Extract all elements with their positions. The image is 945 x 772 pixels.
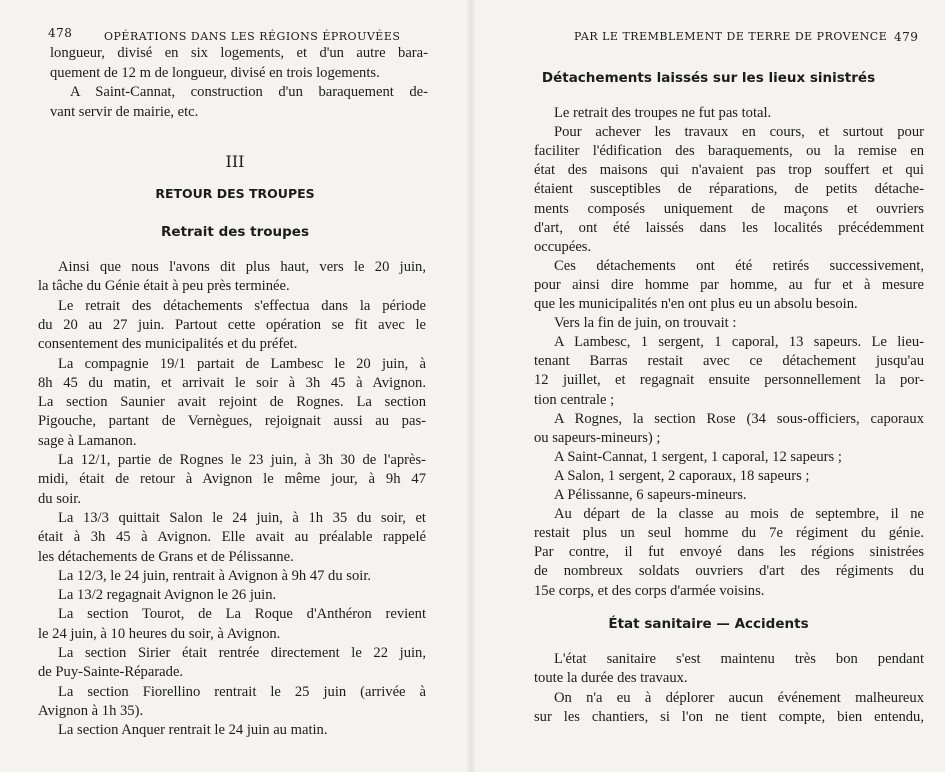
text-line: Vers la fin de juin, on trouvait :: [554, 315, 737, 332]
text-line: toute la durée des travaux.: [534, 670, 688, 687]
text-line: de Puy-Sainte-Réparade.: [38, 664, 184, 681]
text-line: A Saint-Cannat, 1 sergent, 1 caporal, 12 sapeurs ;: [554, 448, 842, 465]
text-line: On n'a eu à déplorer aucun événement malheureux: [554, 689, 924, 706]
text-line: La 12/3, le 24 juin, rentrait à Avignon à 9h 47 du soir.: [58, 567, 372, 584]
running-head: PAR LE TREMBLEMENT DE TERRE DE PROVENCE: [574, 30, 888, 43]
text-line: du 20 au 27 juin. Partout cette opération se fit avec le: [38, 316, 426, 333]
text-line: que les municipalités n'en ont plus eu un absolu besoin.: [534, 296, 858, 312]
running-head: OPÉRATIONS DANS LES RÉGIONS ÉPROUVÉES: [104, 30, 401, 43]
text-line: La 12/1, partie de Rognes le 23 juin, à 3h 30 de l'après-: [58, 452, 426, 468]
text-line: était à 3h 45 à Avignon. Elle avait au préalable rappelé: [38, 529, 426, 546]
page-number: 479: [894, 30, 919, 44]
text-line: quement de 12 m de longueur, divisé en trois logements.: [50, 64, 380, 81]
text-line: La 13/2 regagnait Avignon le 26 juin.: [58, 587, 277, 604]
text-line: La section Anquer rentrait le 24 juin au matin.: [58, 722, 328, 739]
text-line: de nombreux soldats ouvriers d'art des régiments du: [534, 563, 924, 580]
text-line: le 24 juin, à 10 heures du soir, à Avignon.: [38, 625, 281, 642]
text-line: sage à Lamanon.: [38, 432, 137, 449]
text-line: A Rognes, la section Rose (34 sous-officiers, caporaux: [554, 410, 924, 427]
text-line: état des maisons qui n'avaient pas trop souffert et qui: [534, 162, 924, 179]
text-line: A Pélissanne, 6 sapeurs-mineurs.: [554, 487, 747, 503]
text-line: d'art, ont été laissés dans les localités précédemment: [534, 219, 924, 236]
text-line: A Salon, 1 sergent, 2 caporaux, 18 sapeurs ;: [554, 467, 810, 484]
text-line: Ces détachements ont été retirés successivement,: [554, 257, 924, 274]
subsection-title: État sanitaire — Accidents: [608, 616, 809, 632]
text-line: Ainsi que nous l'avons dit plus haut, vers le 20 juin,: [58, 259, 426, 275]
subsection-title: Détachements laissés sur les lieux sinistrés: [541, 70, 876, 86]
text-line: 8h 45 du matin, et arrivait le soir à 3h 45 à Avignon.: [38, 374, 426, 391]
text-line: La 13/3 quittait Salon le 24 juin, à 1h 35 du soir, et: [58, 509, 426, 526]
text-line: Pigouche, partant de Vernègues, rejoignait aussi au pas-: [38, 413, 426, 430]
text-line: La section Saunier avait rejoint de Rognes. La section: [38, 394, 426, 411]
text-line: Le retrait des détachements s'effectua dans la période: [58, 297, 426, 314]
text-line: du soir.: [38, 490, 81, 507]
text-line: les détachements de Grans et de Pélissanne.: [38, 548, 294, 565]
text-line: sur les chantiers, si l'on ne tient compte, bien entendu,: [534, 708, 924, 725]
text-line: vant servir de mairie, etc.: [50, 103, 199, 120]
text-line: A Lambesc, 1 sergent, 1 caporal, 13 sapeurs. Le lieu-: [554, 334, 924, 351]
right-page: [472, 0, 945, 772]
page-number: 478: [48, 26, 73, 40]
text-line: Pour achever les travaux en cours, et surtout pour: [554, 124, 924, 141]
text-line: faciliter l'édification des baraquements, ou la remise en: [534, 143, 924, 160]
text-line: Par contre, il fut envoyé dans les régions sinistrées: [534, 544, 924, 561]
text-line: Avignon à 1h 35).: [38, 702, 144, 719]
text-line: midi, était de retour à Avignon le même jour, à 9h 47: [38, 471, 426, 488]
text-line: Au départ de la classe au mois de septembre, il ne: [554, 506, 924, 523]
text-line: 15e corps, et des corps d'armée voisins.: [534, 582, 765, 599]
text-line: L'état sanitaire s'est maintenu très bon pendant: [554, 651, 924, 667]
text-line: la tâche du Génie était à peu près terminée.: [38, 278, 290, 295]
text-line: Le retrait des troupes ne fut pas total.: [554, 105, 772, 121]
section-title: RETOUR DES TROUPES: [155, 186, 315, 201]
text-line: restait plus un seul homme du 7e régiment du génie.: [534, 525, 924, 542]
text-line: ments composés uniquement de maçons et ouvriers: [534, 200, 924, 217]
text-line: 12 juillet, et regagnait ensuite personnellement la por-: [534, 372, 924, 389]
text-line: étaient susceptibles de réparations, de petits détache-: [534, 181, 924, 198]
text-line: La compagnie 19/1 partait de Lambesc le 20 juin, à: [58, 355, 426, 372]
text-line: A Saint-Cannat, construction d'un baraquement de-: [70, 84, 428, 100]
text-line: longueur, divisé en six logements, et d'un autre bara-: [50, 45, 428, 61]
text-line: La section Tourot, de La Roque d'Anthéron revient: [58, 606, 426, 623]
section-number: III: [225, 152, 245, 171]
text-line: La section Sirier était rentrée directement le 22 juin,: [58, 645, 426, 661]
text-line: consentement des municipalités et du préfet.: [38, 336, 298, 353]
subsection-title: Retrait des troupes: [161, 224, 309, 240]
left-page: [0, 0, 470, 772]
text-line: occupées.: [534, 238, 592, 255]
text-line: pour ainsi dire homme par homme, au fur et à mesure: [534, 276, 924, 293]
text-line: tion centrale ;: [534, 391, 615, 408]
text-line: tenant Barras restait avec ce détachement jusqu'au: [534, 353, 924, 370]
text-line: ou sapeurs-mineurs) ;: [534, 429, 661, 446]
text-line: La section Fiorellino rentrait le 25 juin (arrivée à: [58, 683, 426, 700]
